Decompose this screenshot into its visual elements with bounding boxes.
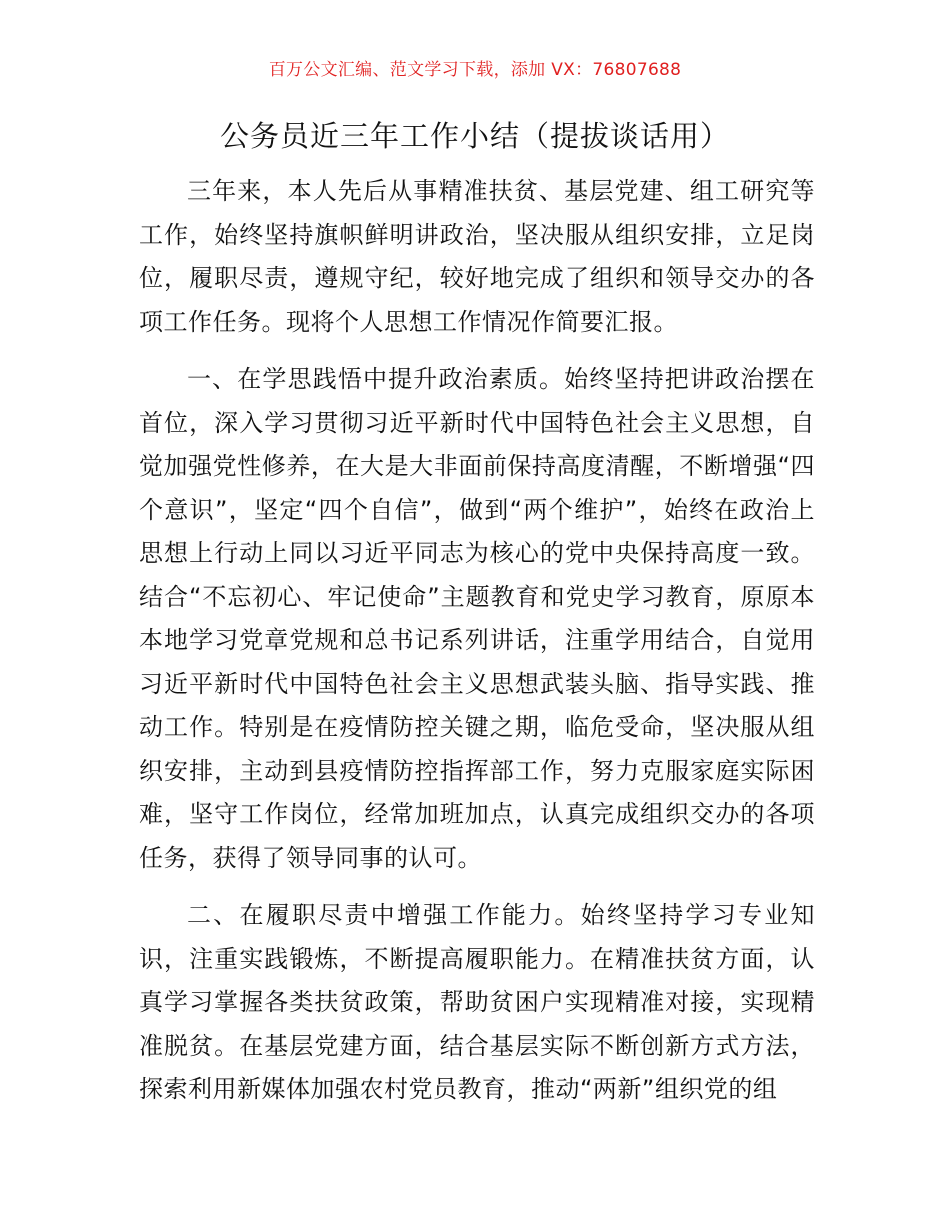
document-title: 公务员近三年工作小结（提拔谈话用） <box>219 119 730 153</box>
paragraph-work-ability: 二、在履职尽责中增强工作能力。始终坚持学习专业知识，注重实践锻炼，不断提高履职能力。在精准扶贫方面，认真学习掌握各类扶贫政策，帮助贫困户实现精准对接，实现精准脱贫。在基层党建方面，结合基层实际不断创新方式方法，探索利用新媒体加强农村党员教育，推动“两新”组织党的组 <box>139 901 815 1103</box>
watermark-banner: 百万公文汇编、范文学习下载，添加 VX：76807688 <box>268 60 682 80</box>
paragraph-intro: 三年来，本人先后从事精准扶贫、基层党建、组工研究等工作，始终坚持旗帜鲜明讲政治，坚决服从组织安排，立足岗位，履职尽责，遵规守纪，较好地完成了组织和领导交办的各项工作任务。现将个人思想工作情况作简要汇报。 <box>139 177 815 336</box>
document-body <box>139 170 815 1126</box>
paragraph-political-quality: 一、在学思践悟中提升政治素质。始终坚持把讲政治摆在首位，深入学习贯彻习近平新时代中国特色社会主义思想，自觉加强党性修养，在大是大非面前保持高度清醒，不断增强“四个意识”，坚定“四个自信”，做到“两个维护”，始终在政治上思想上行动上同以习近平同志为核心的党中央保持高度一致。结合“不忘初心、牢记使命”主题教育和党史学习教育，原原本本地学习党章党规和总书记系列讲话，注重学用结合，自觉用习近平新时代中国特色社会主义思想武装头脑、指导实践、推动工作。特别是在疫情防控关键之期，临危受命，坚决服从组织安排，主动到县疫情防控指挥部工作，努力克服家庭实际困难，坚守工作岗位，经常加班加点，认真完成组织交办的各项任务，获得了领导同事的认可。 <box>139 365 815 872</box>
